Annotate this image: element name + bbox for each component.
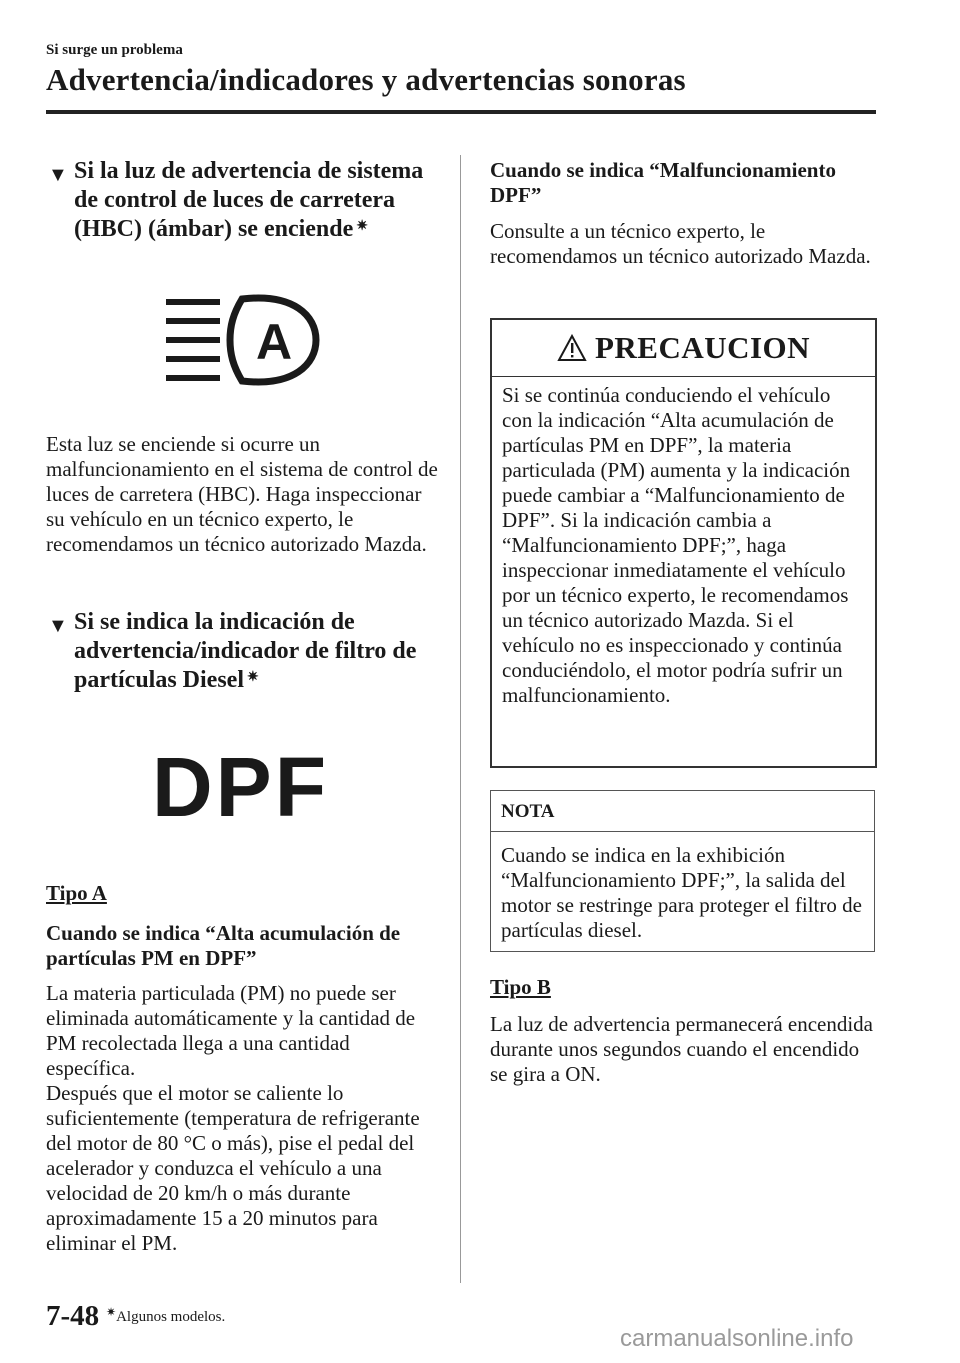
dpf-indicator-icon: DPF [152, 740, 329, 834]
tipo-a-body-1: La materia particulada (PM) no puede ser eliminada automáticamente y la cantidad de PM recolectada llega a una cantidad específica. [46, 981, 416, 1080]
title-rule [46, 110, 876, 114]
heading-triangle-icon: ▼ [48, 164, 68, 186]
malfunction-body: Consulte a un técnico experto, le recomendamos un técnico autorizado Mazda. [490, 219, 871, 268]
section-label: Si surge un problema [46, 42, 183, 58]
note-label: NOTA [491, 791, 874, 832]
hbc-body: Esta luz se enciende si ocurre un malfuncionamiento en el sistema de control de luces de carretera (HBC). Haga inspeccionar su vehículo en un técnico experto, le recomendamos un técnico autorizado Mazda. [46, 432, 438, 556]
hbc-warning-icon [164, 294, 324, 391]
asterisk-icon: ✷ [356, 219, 369, 234]
note-body: Cuando se indica en la exhibición “Malfuncionamiento DPF;”, la salida del motor se restringe para proteger el filtro de partículas diesel. [501, 843, 862, 942]
page-title: Advertencia/indicadores y advertencias sonoras [46, 62, 686, 97]
note-box [490, 790, 875, 952]
hbc-heading [48, 157, 438, 244]
watermark: carmanualsonline.info [620, 1325, 854, 1352]
tipo-b-body: La luz de advertencia permanecerá encendida durante unos segundos cuando el encendido se gira a ON. [490, 1012, 874, 1086]
tipo-a-subheading: Cuando se indica “Alta acumulación de partículas PM en DPF” [46, 921, 401, 970]
dpf-heading-text: Si se indica la indicación de advertencia/indicador de filtro de partículas Diesel [74, 609, 417, 693]
heading-triangle-icon: ▼ [48, 615, 68, 637]
dpf-heading [48, 608, 443, 695]
asterisk-icon: ✷ [106, 1305, 117, 1319]
tipo-a-body-2: Después que el motor se caliente lo suficientemente (temperatura de refrigerante del motor de 80 °C o más), pise el pedal del acelerador y conduzca el vehículo a una velocidad de 20 km/h o más durante aproximadamente 15 a 20 minutos para eliminar el PM. [46, 1081, 420, 1255]
caution-label: PRECAUCION [594, 330, 811, 365]
asterisk-icon: ✷ [246, 670, 259, 685]
tipo-a-label: Tipo A [46, 881, 107, 905]
caution-box [490, 318, 877, 768]
hbc-icon-letter: A [255, 314, 293, 370]
column-divider [460, 155, 461, 1283]
malfunction-subheading: Cuando se indica “Malfuncionamiento DPF” [490, 158, 836, 207]
caution-body: Si se continúa conduciendo el vehículo con la indicación “Alta acumulación de partículas PM en DPF”, la materia particulada (PM) aumenta y la indicación puede cambiar a “Malfuncionamiento de DPF”. Si la indicación cambia a “Malfuncionamiento DPF;”, haga inspeccionar inmediatamente el vehículo por un técnico experto, le recomendamos un técnico autorizado Mazda. Si el vehículo no es inspeccionado y continúa conduciéndolo, el motor podría sufrir un malfuncionamiento. [502, 383, 851, 707]
footnote-text: Algunos modelos. [116, 1309, 226, 1325]
page-number: 7-48 [46, 1300, 100, 1332]
warning-triangle-icon [557, 334, 587, 362]
footnote [106, 1305, 226, 1326]
tipo-b-label: Tipo B [490, 975, 551, 999]
caution-header [492, 320, 875, 377]
hbc-heading-text: Si la luz de advertencia de sistema de control de luces de carretera (HBC) (ámbar) se enciende [74, 158, 424, 242]
